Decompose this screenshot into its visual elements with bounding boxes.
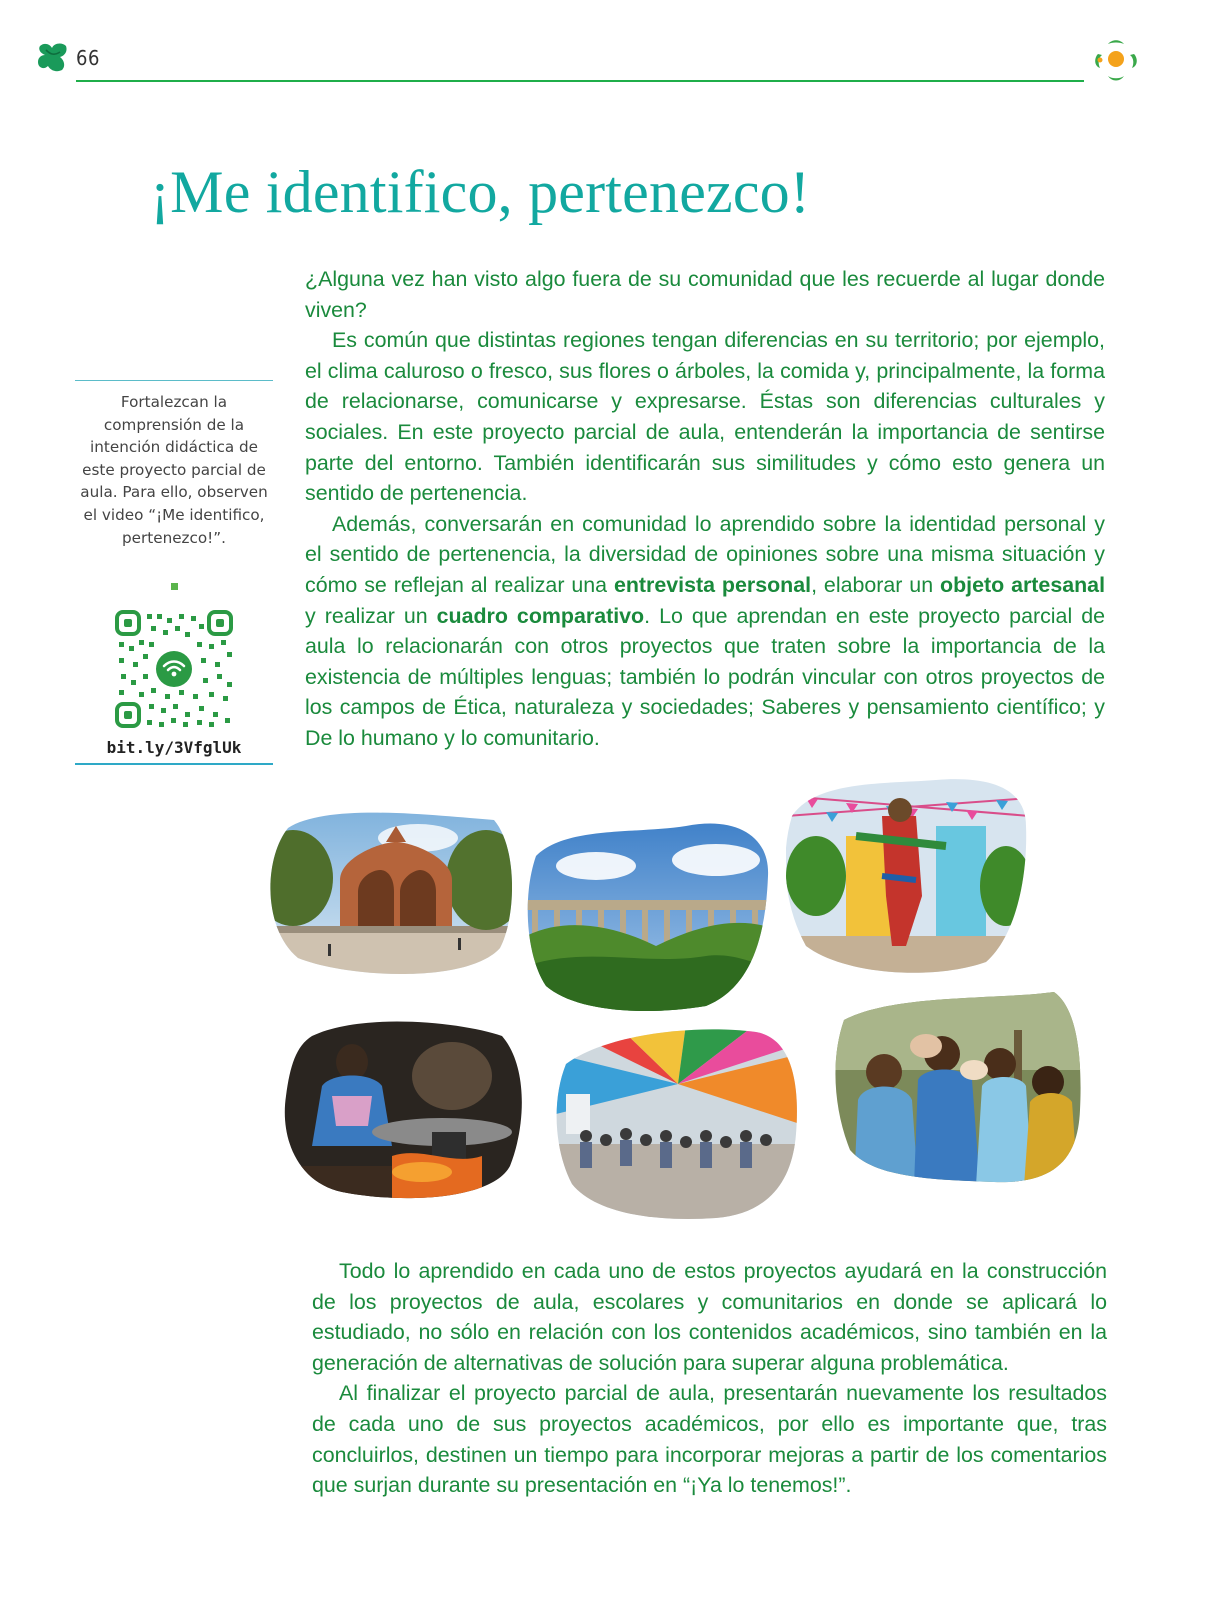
- header-rule: [76, 80, 1084, 82]
- intro-paragraph-2: Es común que distintas regiones tengan diferencias en su territorio; por ejemplo, el clima caluroso o fresco, sus flores o árboles, la comida y, principalmente, la forma de relacionarse, comunicarse y expresarse. Éstas son diferencias culturales y sociales. En este proyecto parcial de aula, entenderán la importancia de sentirse parte del entorno. También identificarán sus similitudes y cómo esto genera un sentido de pertenencia.: [305, 328, 1105, 506]
- video-link[interactable]: bit.ly/3VfglUk: [106, 738, 242, 757]
- sidebar-rule-bottom: [75, 763, 273, 765]
- campos-formativos-emblem-icon: [1088, 36, 1144, 86]
- leaf-logo-icon: [36, 40, 70, 74]
- keyword-cuadro: cuadro comparativo: [436, 603, 645, 628]
- photo-woman-cooking: [282, 1016, 524, 1202]
- sidebar-bullet: [171, 583, 178, 590]
- sidebar-note: Fortalezcan la comprensión de la intención didáctica de este proyecto parcial de aula. Para ello, observen el video “¡Me identifico, pertenezco!”.: [80, 393, 268, 547]
- closing-text: [312, 1256, 1107, 1501]
- photo-aqueduct: [526, 816, 772, 1012]
- intro-paragraph-3: [305, 509, 1105, 754]
- keyword-objeto: objeto artesanal: [940, 572, 1106, 597]
- keyword-entrevista: entrevista personal: [613, 572, 812, 597]
- intro-p3-text-a: Además, conversarán en comunidad lo aprendido sobre la identidad personal y el sentido de pertenencia, la diversidad de opiniones sobre una misma situación y cómo se reflejan al realizar una: [305, 511, 1105, 597]
- qr-code-icon[interactable]: [113, 608, 235, 730]
- photo-dancers-canopy: [556, 1024, 800, 1220]
- page-number: 66: [76, 46, 100, 70]
- closing-paragraph-2: Al finalizar el proyecto parcial de aula, presentarán nuevamente los resultados de cada uno de sus proyectos académicos, por ello es importante que, tras concluirlos, destinen un tiempo para incorporar mejoras a partir de los comentarios que surjan durante su presentación en “¡Ya lo tenemos!”.: [312, 1381, 1107, 1498]
- closing-paragraph-1: Todo lo aprendido en cada uno de estos proyectos ayudará en la construcción de los proyectos de aula, escolares y comunitarios en donde se aplicará lo estudiado, no sólo en relación con los contenidos académicos, sino también en la generación de alternativas de solución para superar alguna problemática.: [312, 1259, 1107, 1375]
- photo-kiosk-plaza: [268, 808, 512, 976]
- intro-text: [305, 264, 1105, 754]
- page-title: ¡Me identifico, pertenezco!: [150, 159, 811, 225]
- intro-p3-text-d: y realizar un: [305, 603, 437, 628]
- intro-p3-text-c: , elaborar un: [811, 572, 941, 597]
- intro-p3-text-e: . Lo que aprendan en este proyecto parcial de aula lo relacionarán con otros proyectos que traten sobre la importancia de la existencia de múltiples lenguas; también lo podrán vincular con otros proyectos de los campos de Ética, naturaleza y sociedades; Saberes y pensamiento científico; y De lo humano y lo comunitario.: [305, 603, 1105, 750]
- intro-paragraph-1: ¿Alguna vez han visto algo fuera de su comunidad que les recuerde al lugar donde viven?: [305, 267, 1105, 322]
- sidebar-rule-top: [75, 380, 273, 381]
- photo-festival-dancer: [786, 776, 1030, 976]
- photo-women-shells: [834, 990, 1082, 1186]
